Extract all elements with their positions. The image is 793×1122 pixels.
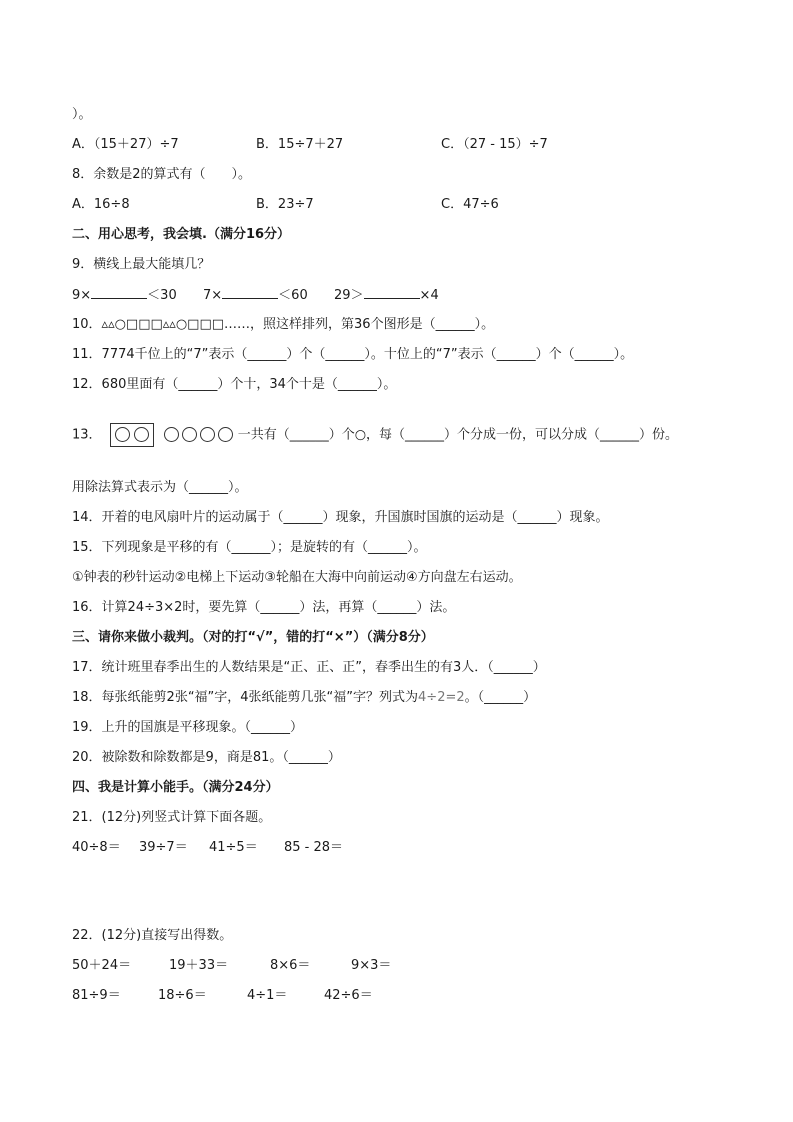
q7-option-b: B．15÷7＋27 bbox=[256, 137, 344, 152]
q13-question bbox=[72, 423, 678, 447]
q9-b-suffix: ＜60 bbox=[278, 288, 308, 303]
q18-suffix: 。（______） bbox=[464, 690, 537, 705]
circle-icon bbox=[182, 427, 197, 442]
q21-items bbox=[72, 839, 343, 857]
q9-a-suffix: ＜30 bbox=[147, 288, 177, 303]
q15-question: 15．下列现象是平移的有（______）；是旋转的有（______）。 bbox=[72, 540, 427, 555]
q18-formula: 4÷2=2 bbox=[418, 690, 465, 705]
q22-row-2 bbox=[72, 987, 373, 1005]
q22-item: 42÷6＝ bbox=[324, 988, 373, 1003]
q9-items bbox=[72, 286, 439, 305]
q22-item: 8×6＝ bbox=[270, 958, 311, 973]
q13-text: 一共有（______）个○，每（______）个分成一份，可以分成（______）份。 bbox=[237, 427, 679, 443]
q7-option-c: C．（27 - 15）÷7 bbox=[441, 137, 548, 152]
q9-c-prefix: 29＞ bbox=[334, 288, 364, 303]
circle-group bbox=[164, 426, 236, 444]
q18-prefix: 18．每张纸能剪2张“福”字，4张纸能剪几张“福”字？列式为 bbox=[72, 690, 419, 705]
q12-question: 12．680里面有（______）个十，34个十是（______）。 bbox=[72, 377, 397, 392]
q9-c-blank[interactable] bbox=[364, 286, 420, 299]
q9-c-suffix: ×4 bbox=[419, 288, 439, 303]
circle-icon bbox=[218, 427, 233, 442]
q22-item: 9×3＝ bbox=[351, 958, 392, 973]
circle-icon bbox=[115, 427, 130, 442]
q7-tail: ）。 bbox=[72, 107, 92, 122]
q18-question bbox=[72, 689, 536, 707]
q8-question: 8．余数是2的算式有（ ）。 bbox=[72, 167, 252, 182]
q13-label: 13． bbox=[72, 427, 102, 443]
q22-question: 22．(12分)直接写出得数。 bbox=[72, 928, 233, 943]
q14-question: 14．开着的电风扇叶片的运动属于（______）现象，升国旗时国旗的运动是（______）现象。 bbox=[72, 510, 609, 525]
circle-icon bbox=[134, 427, 149, 442]
circle-box bbox=[110, 423, 154, 447]
q21-item: 85 - 28＝ bbox=[284, 840, 344, 855]
q8-option-c: C．47÷6 bbox=[441, 197, 499, 212]
q20-question: 20．被除数和除数都是9，商是81。（______） bbox=[72, 750, 341, 765]
q21-item: 41÷5＝ bbox=[209, 840, 258, 855]
q22-item: 81÷9＝ bbox=[72, 988, 121, 1003]
q7-option-a: A．（15＋27）÷7 bbox=[72, 137, 179, 152]
q9-a-prefix: 9× bbox=[72, 288, 92, 303]
circle-icon bbox=[200, 427, 215, 442]
q7-options bbox=[72, 136, 548, 154]
q21-item: 39÷7＝ bbox=[139, 840, 188, 855]
q22-row-1 bbox=[72, 957, 391, 975]
q8-option-a: A．16÷8 bbox=[72, 197, 130, 212]
q9-b-prefix: 7× bbox=[203, 288, 223, 303]
q15-items: ①钟表的秒针运动②电梯上下运动③轮船在大海中向前运动④方向盘左右运动。 bbox=[72, 570, 522, 585]
q8-option-b: B．23÷7 bbox=[256, 197, 314, 212]
q16-question: 16．计算24÷3×2时，要先算（______）法，再算（______）法。 bbox=[72, 600, 456, 615]
q21-question: 21．(12分)列竖式计算下面各题。 bbox=[72, 810, 272, 825]
q8-options bbox=[72, 196, 499, 214]
q22-item: 50＋24＝ bbox=[72, 958, 132, 973]
q21-item: 40÷8＝ bbox=[72, 840, 121, 855]
q9-question: 9．横线上最大能填几？ bbox=[72, 257, 211, 272]
section-3-heading: 三、请你来做小裁判。（对的打“√”，错的打“×”）（满分8分） bbox=[72, 630, 434, 645]
q10-question: 10．▵▵○□□□▵▵○□□□……，照这样排列，第36个图形是（______）。 bbox=[72, 317, 495, 332]
q22-item: 4÷1＝ bbox=[247, 988, 288, 1003]
q19-question: 19．上升的国旗是平移现象。（______） bbox=[72, 720, 304, 735]
section-2-heading: 二、用心思考，我会填.（满分16分） bbox=[72, 227, 291, 242]
section-4-heading: 四、我是计算小能手。（满分24分） bbox=[72, 780, 279, 795]
q11-question: 11．7774千位上的“7”表示（______）个（______）。十位上的“7”表示（______）个（______）。 bbox=[72, 347, 634, 362]
q9-b-blank[interactable] bbox=[222, 286, 278, 299]
q9-a-blank[interactable] bbox=[91, 286, 147, 299]
circle-icon bbox=[164, 427, 179, 442]
q22-item: 19＋33＝ bbox=[169, 958, 229, 973]
q17-question: 17．统计班里春季出生的人数结果是“正、正、正”，春季出生的有3人．（______） bbox=[72, 660, 546, 675]
q13-line2: 用除法算式表示为（______）。 bbox=[72, 480, 248, 495]
q22-item: 18÷6＝ bbox=[158, 988, 207, 1003]
